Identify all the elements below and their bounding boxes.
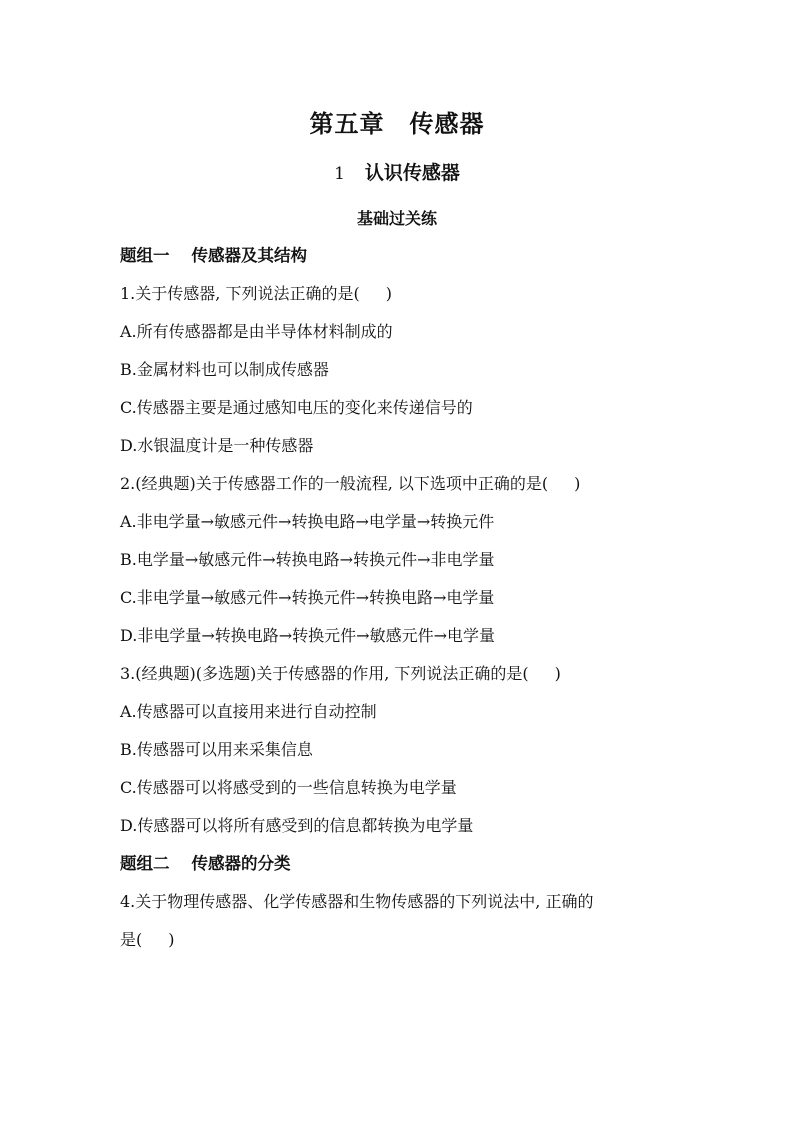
option-3a: A.传感器可以直接用来进行自动控制 — [120, 702, 377, 721]
question-text: 是( — [120, 930, 143, 949]
question-text: 2.(经典题)关于传感器工作的一般流程, 以下选项中正确的是( — [120, 474, 549, 493]
group-heading-2 — [120, 853, 680, 875]
option-1d: D.水银温度计是一种传感器 — [120, 436, 314, 455]
option-3c: C.传感器可以将感受到的一些信息转换为电学量 — [120, 778, 457, 797]
question-stem-4-cont — [120, 929, 680, 951]
question-stem-4: 4.关于物理传感器、化学传感器和生物传感器的下列说法中, 正确的 — [120, 892, 594, 911]
practice-title: 基础过关练 — [356, 209, 437, 228]
group-heading-1 — [120, 245, 680, 267]
option-1b: B.金属材料也可以制成传感器 — [120, 360, 329, 379]
option-1c: C.传感器主要是通过感知电压的变化来传递信号的 — [120, 398, 473, 417]
option-3d: D.传感器可以将所有感受到的信息都转换为电学量 — [120, 816, 474, 835]
option-2d: D.非电学量→转换电路→转换元件→敏感元件→电学量 — [120, 626, 495, 645]
section-name: 认识传感器 — [364, 162, 460, 184]
answer-paren-close: ) — [554, 664, 561, 683]
option-1a: A.所有传感器都是由半导体材料制成的 — [120, 322, 393, 341]
option-3b: B.传感器可以用来采集信息 — [120, 740, 313, 759]
question-text: 1.关于传感器, 下列说法正确的是( — [120, 284, 360, 303]
question-stem-3 — [120, 663, 680, 685]
option-2a: A.非电学量→敏感元件→转换电路→电学量→转换元件 — [120, 512, 495, 531]
section-title — [0, 158, 794, 185]
question-stem-2 — [120, 473, 680, 495]
answer-paren-close: ) — [168, 930, 175, 949]
section-number: 1 — [334, 164, 345, 184]
group-name: 传感器及其结构 — [191, 246, 307, 265]
option-2b: B.电学量→敏感元件→转换电路→转换元件→非电学量 — [120, 550, 495, 569]
group-label: 题组一 — [120, 246, 170, 265]
chapter-title: 第五章 传感器 — [309, 110, 485, 138]
group-label: 题组二 — [120, 854, 170, 873]
question-stem-1 — [120, 283, 680, 305]
option-2c: C.非电学量→敏感元件→转换元件→转换电路→电学量 — [120, 588, 495, 607]
answer-paren-close: ) — [385, 284, 392, 303]
group-name: 传感器的分类 — [191, 854, 291, 873]
answer-paren-close: ) — [574, 474, 581, 493]
question-text: 3.(经典题)(多选题)关于传感器的作用, 下列说法正确的是( — [120, 664, 529, 683]
